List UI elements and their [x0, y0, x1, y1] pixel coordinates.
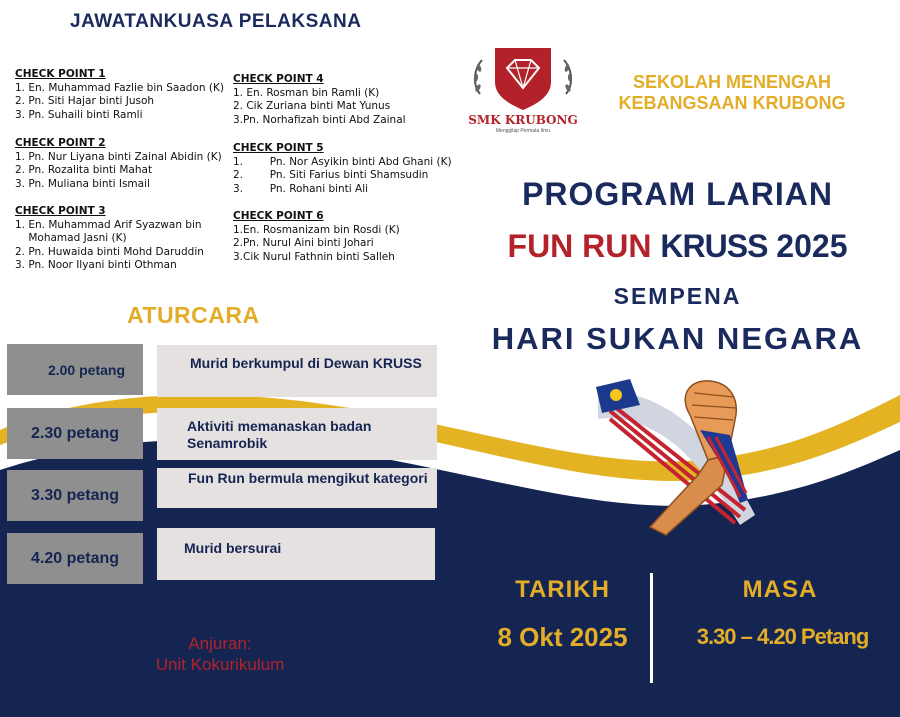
logo-motto: Menggilap Permata Ilmu	[495, 128, 551, 134]
event-kruss: KRUSS	[660, 228, 768, 264]
checkpoint-3	[15, 205, 204, 273]
checkpoint-member: 2. Cik Zuriana binti Mat Yunus	[233, 100, 391, 112]
time-value: 3.30 – 4.20 Petang	[696, 624, 869, 649]
organizer	[120, 633, 320, 675]
organizer-label: Anjuran:	[188, 634, 252, 653]
school-name	[592, 72, 872, 114]
checkpoint-member: Mohamad Jasni (K)	[15, 232, 127, 244]
checkpoint-member: 3. Pn. Muliana binti Ismail	[15, 177, 150, 190]
fist-flag-icon	[590, 375, 760, 550]
date-label: TARIKH	[515, 576, 610, 603]
schedule-activity: Aktiviti memanaskan badan Senamrobik	[157, 408, 437, 460]
event-title-line1: PROGRAM LARIAN	[522, 176, 833, 212]
checkpoint-member: 1. En. Muhammad Fazlie bin Saadon (K)	[15, 81, 224, 94]
checkpoint-2	[15, 137, 222, 191]
school-logo	[462, 44, 584, 134]
schedule-time: 4.20 petang	[7, 533, 143, 584]
schedule-activity: Fun Run bermula mengikut kategori	[157, 468, 437, 508]
checkpoint-member: 1.En. Rosmanizam bin Rosdi (K)	[233, 223, 400, 236]
checkpoint-title: CHECK POINT 2	[15, 137, 106, 149]
checkpoint-member: 1. En. Muhammad Arif Syazwan bin	[15, 218, 202, 231]
schedule-time: 2.00 petang	[7, 344, 143, 395]
checkpoint-1	[15, 68, 224, 122]
checkpoint-member: 2. Pn. Huwaida binti Mohd Daruddin	[15, 245, 204, 258]
checkpoint-member: 2. Pn. Siti Hajar binti Jusoh	[15, 95, 155, 107]
checkpoint-member: 3.Cik Nurul Fathnin binti Salleh	[233, 250, 395, 263]
checkpoint-5	[233, 142, 452, 196]
event-title-line3: SEMPENA	[613, 283, 742, 309]
checkpoint-member: 1. En. Rosman bin Ramli (K)	[233, 86, 380, 99]
schedule-time: 2.30 petang	[7, 408, 143, 459]
committee-title: JAWATANKUASA PELAKSANA	[70, 11, 362, 32]
checkpoint-member: 3. Pn. Noor Ilyani binti Othman	[15, 259, 177, 271]
checkpoint-4	[233, 73, 406, 127]
time-label: MASA	[742, 576, 818, 603]
checkpoint-title: CHECK POINT 1	[15, 68, 106, 80]
schedule-activity: Murid berkumpul di Dewan KRUSS	[157, 345, 437, 397]
checkpoint-member: 2. Pn. Siti Farius binti Shamsudin	[233, 169, 429, 181]
logo-text: SMK KRUBONG	[468, 113, 578, 127]
checkpoint-member: 3.Pn. Norhafizah binti Abd Zainal	[233, 113, 406, 126]
checkpoint-member: 2. Pn. Rozalita binti Mahat	[15, 164, 153, 176]
checkpoint-member: 3. Pn. Suhaili binti Ramli	[15, 108, 143, 121]
event-title-line4: HARI SUKAN NEGARA	[491, 321, 864, 356]
date-value: 8 Okt 2025	[497, 622, 628, 652]
schedule-title: ATURCARA	[127, 302, 260, 328]
schedule-activity: Murid bersurai	[157, 528, 435, 580]
event-year: 2025	[776, 228, 848, 264]
checkpoint-title: CHECK POINT 5	[233, 142, 324, 154]
checkpoint-6	[233, 210, 400, 264]
checkpoint-title: CHECK POINT 4	[233, 73, 324, 85]
checkpoint-member: 1. Pn. Nor Asyikin binti Abd Ghani (K)	[233, 155, 452, 168]
organizer-unit: Unit Kokurikulum	[155, 655, 285, 674]
checkpoint-member: 2.Pn. Nurul Aini binti Johari	[233, 237, 374, 249]
checkpoint-title: CHECK POINT 6	[233, 210, 324, 222]
checkpoint-title: CHECK POINT 3	[15, 205, 106, 217]
school-name-line1: SEKOLAH MENENGAH	[632, 72, 831, 92]
school-name-line2: KEBANGSAAN KRUBONG	[618, 93, 846, 113]
schedule-time: 3.30 petang	[7, 470, 143, 521]
event-fun-run: FUN RUN	[507, 228, 652, 264]
event-title-line2	[470, 228, 885, 265]
checkpoint-member: 3. Pn. Rohani binti Ali	[233, 182, 369, 195]
checkpoint-member: 1. Pn. Nur Liyana binti Zainal Abidin (K)	[15, 150, 222, 163]
